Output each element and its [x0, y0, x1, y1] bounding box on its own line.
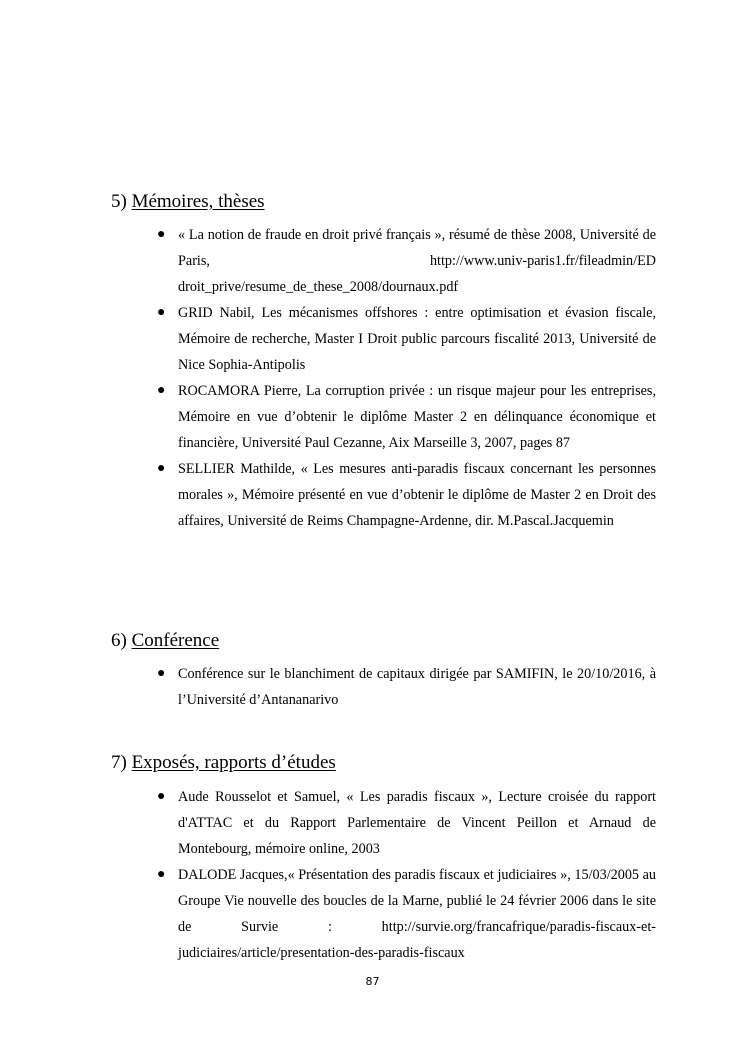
- bullet-icon: ●: [157, 666, 166, 681]
- list-item: [0, 378, 656, 456]
- section-number: 5): [111, 191, 127, 212]
- reference-text: Aude Rousselot et Samuel, « Les paradis fiscaux », Lecture croisée du rapport d'ATTAC et du Rapport Parlementaire de Vincent Peillon et Arnaud de Montebourg, mémoire online, 2003: [178, 789, 656, 857]
- bullet-icon: ●: [157, 461, 166, 476]
- page-number: 87: [365, 975, 380, 988]
- section-heading: [111, 629, 219, 653]
- reference-text: « La notion de fraude en droit privé français », résumé de thèse 2008, Université de Paris, http://www.univ-paris1.fr/fileadmin/ED droit_prive/resume_de_these_2008/dournaux.pdf: [178, 227, 656, 295]
- bullet-icon: ●: [157, 227, 166, 242]
- list-item: [0, 456, 656, 534]
- reference-list: [0, 784, 745, 966]
- reference-list: [0, 222, 745, 534]
- list-item: [0, 862, 656, 966]
- section-heading: [111, 751, 336, 775]
- reference-text: Conférence sur le blanchiment de capitaux dirigée par SAMIFIN, le 20/10/2016, à l’Université d’Antananarivo: [178, 666, 656, 708]
- section-title: Mémoires, thèses: [131, 191, 265, 212]
- reference-text: DALODE Jacques,« Présentation des paradis fiscaux et judiciaires », 15/03/2005 au Groupe Vie nouvelle des boucles de la Marne, publié le 24 février 2006 dans le site de Survie : http://survie.org/francafrique/paradis-fiscaux-et-judiciaires/article/presentation-des-paradis-fiscaux: [178, 867, 656, 961]
- reference-text: GRID Nabil, Les mécanismes offshores : entre optimisation et évasion fiscale, Mémoire de recherche, Master I Droit public parcours fiscalité 2013, Université de Nice Sophia-Antipolis: [178, 305, 656, 373]
- list-item: [0, 784, 656, 862]
- list-item: [0, 661, 656, 713]
- list-item: [0, 300, 656, 378]
- bullet-icon: ●: [157, 383, 166, 398]
- section-number: 6): [111, 630, 127, 651]
- section-number: 7): [111, 752, 127, 773]
- reference-text: ROCAMORA Pierre, La corruption privée : un risque majeur pour les entreprises, Mémoire en vue d’obtenir le diplôme Master 2 en délinquance économique et financière, Université Paul Cezanne, Aix Marseille 3, 2007, pages 87: [178, 383, 656, 451]
- reference-list: [0, 661, 745, 713]
- section-title: Conférence: [131, 630, 220, 651]
- bullet-icon: ●: [157, 305, 166, 320]
- list-item: [0, 222, 656, 300]
- bullet-icon: ●: [157, 867, 166, 882]
- reference-text: SELLIER Mathilde, « Les mesures anti-paradis fiscaux concernant les personnes morales », Mémoire présenté en vue d’obtenir le diplôme de Master 2 en Droit des affaires, Université de Reims Champagne-Ardenne, dir. M.Pascal.Jacquemin: [178, 461, 656, 529]
- section-heading: [111, 190, 265, 214]
- section-title: Exposés, rapports d’études: [131, 752, 336, 773]
- bullet-icon: ●: [157, 789, 166, 804]
